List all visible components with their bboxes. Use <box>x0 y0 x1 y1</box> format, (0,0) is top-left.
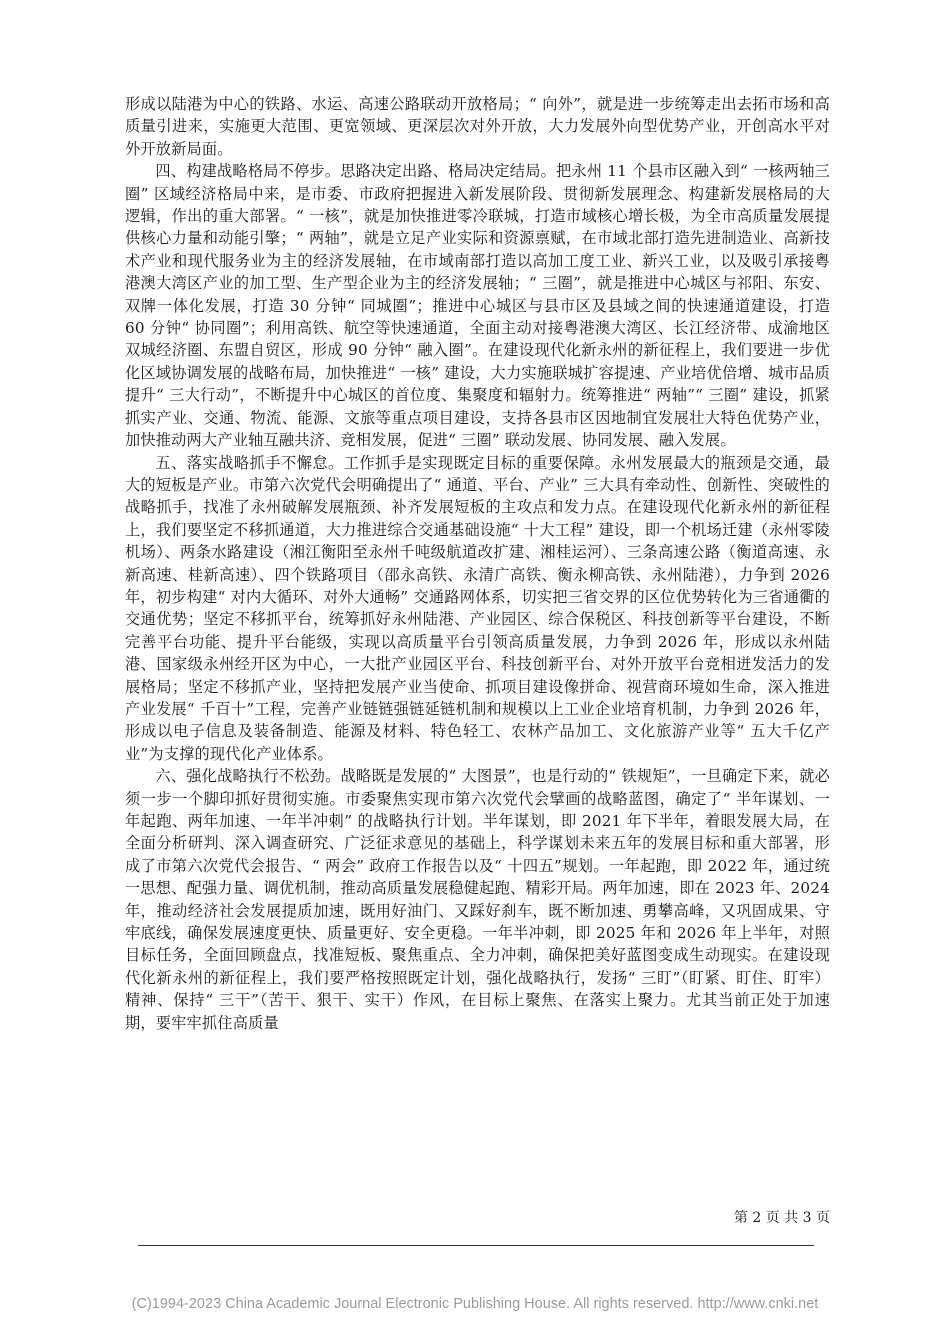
paragraph-strategic-levers: 五、落实战略抓手不懈怠。工作抓手是实现既定目标的重要保障。永州发展最大的瓶颈是交通，最大的短板是产业。市第六次党代会明确提出了“ 通道、平台、产业” 三大具有牵动性、创新性、突破性的战略抓手，找准了永州破解发展瓶颈、补齐发展短板的主攻点和发力点。在建设现代化新永州的新征程上，我们要坚定不移抓通道，大力推进综合交通基础设施“ 十大工程” 建设，即一个机场迁建（永州零陵机场）、两条水路建设（湘江衡阳至永州千吨级航道改扩建、湘桂运河）、三条高速公路（衡道高速、永新高速、桂新高速）、四个铁路项目（邵永高铁、永清广高铁、衡永柳高铁、永州陆港），力争到 2026 年，初步构建“ 对内大循环、对外大通畅” 交通路网体系，切实把三省交界的区位优势转化为三省通衢的交通优势；坚定不移抓平台，统筹抓好永州陆港、产业园区、综合保税区、科技创新等平台建设，不断完善平台功能、提升平台能级，实现以高质量平台引领高质量发展，力争到 2026 年，形成以永州陆港、国家级永州经开区为中心，一大批产业园区平台、科技创新平台、对外开放平台竞相迸发活力的发展格局；坚定不移抓产业，坚持把发展产业当使命、抓项目建设像拼命、视营商环境如生命，深入推进产业发展“ 千百十”工程，完善产业链链强链延链机制和规模以上工业企业培育机制，力争到 2026 年，形成以电子信息及装备制造、能源及材料、特色轻工、农林产品加工、文化旅游产业等“ 五大千亿产业”为支撑的现代化产业体系。 <box>125 453 830 763</box>
paragraph-continuation: 形成以陆港为中心的铁路、水运、高速公路联动开放格局；“ 向外”，就是进一步统筹走出去拓市场和高质量引进来，实施更大范围、更宽领域、更深层次对外开放，大力发展外向型优势产业，开创高水平对外开放新局面。 <box>125 95 830 158</box>
footer-divider <box>138 1245 814 1246</box>
article-body <box>125 93 830 1034</box>
paragraph-strategic-layout: 四、构建战略格局不停步。思路决定出路、格局决定结局。把永州 11 个县市区融入到“ 一核两轴三圈” 区域经济格局中来，是市委、市政府把握进入新发展阶段、贯彻新发展理念、构建新发展格局的大逻辑，作出的重大部署。“ 一核”，就是加快推进零冷联城，打造市域核心增长极，为全市高质量发展提供核心力量和动能引擎；“ 两轴”，就是立足产业实际和资源禀赋，在市域北部打造先进制造业、高新技术产业和现代服务业为主的经济发展轴，在市域南部打造以高加工度工业、新兴工业，以及吸引承接粤港澳大湾区产业的加工型、生产型企业为主的经济发展轴；“ 三圈”，就是推进中心城区与祁阳、东安、双牌一体化发展，打造 30 分钟“ 同城圈”；推进中心城区与县市区及县域之间的快速通道建设，打造 60 分钟“ 协同圈”；利用高铁、航空等快速通道，全面主动对接粤港澳大湾区、长江经济带、成渝地区双城经济圈、东盟自贸区，形成 90 分钟“ 融入圈”。在建设现代化新永州的新征程上，我们要进一步优化区域协调发展的战略布局，加快推进“ 一核” 建设，大力实施联城扩容提速、产业培优倍增、城市品质提升“ 三大行动”，不断提升中心城区的首位度、集聚度和辐射力。统筹推进“ 两轴”“ 三圈” 建设，抓紧抓实产业、交通、物流、能源、文旅等重点项目建设，支持各县市区因地制宜发展壮大特色优势产业，加快推动两大产业轴互融共济、竞相发展，促进“ 三圈” 联动发展、协同发展、融入发展。 <box>125 162 830 450</box>
paragraph-strategic-execution: 六、强化战略执行不松劲。战略既是发展的“ 大图景”，也是行动的“ 铁规矩”，一旦确定下来，就必须一步一个脚印抓好贯彻实施。市委聚焦实现市第六次党代会擘画的战略蓝图，确定了“ 半年谋划、一年起跑、两年加速、一年半冲刺” 的战略执行计划。半年谋划，即 2021 年下半年，着眼发展大局，在全面分析研判、深入调查研究、广泛征求意见的基础上，科学谋划未来五年的发展目标和重大部署，形成了市第六次党代会报告、“ 两会” 政府工作报告以及“ 十四五”规划。一年起跑，即 2022 年，通过统一思想、配强力量、调优机制，推动高质量发展稳健起跑、精彩开局。两年加速，即在 2023 年、2024 年，推动经济社会发展提质加速，既用好油门、又踩好刹车，既不断加速、勇攀高峰，又巩固成果、守牢底线，确保发展速度更快、质量更好、安全更稳。一年半冲刺，即 2025 年和 2026 年上半年，对照目标任务，全面回顾盘点，找准短板、聚焦重点、全力冲刺，确保把美好蓝图变成生动现实。在建设现代化新永州的新征程上，我们要严格按照既定计划，强化战略执行，发扬“ 三盯”（盯紧、盯住、盯牢）精神、保持“ 三干”（苦干、狠干、实干）作风，在目标上聚焦、在落实上聚力。尤其当前正处于加速期，要牢牢抓住高质量 <box>125 767 830 1032</box>
copyright-notice: (C)1994-2023 China Academic Journal Electronic Publishing House. All rights reserved. http://www.cnki.net <box>131 1296 819 1312</box>
page-number: 第 2 页 共 3 页 <box>733 1210 830 1226</box>
